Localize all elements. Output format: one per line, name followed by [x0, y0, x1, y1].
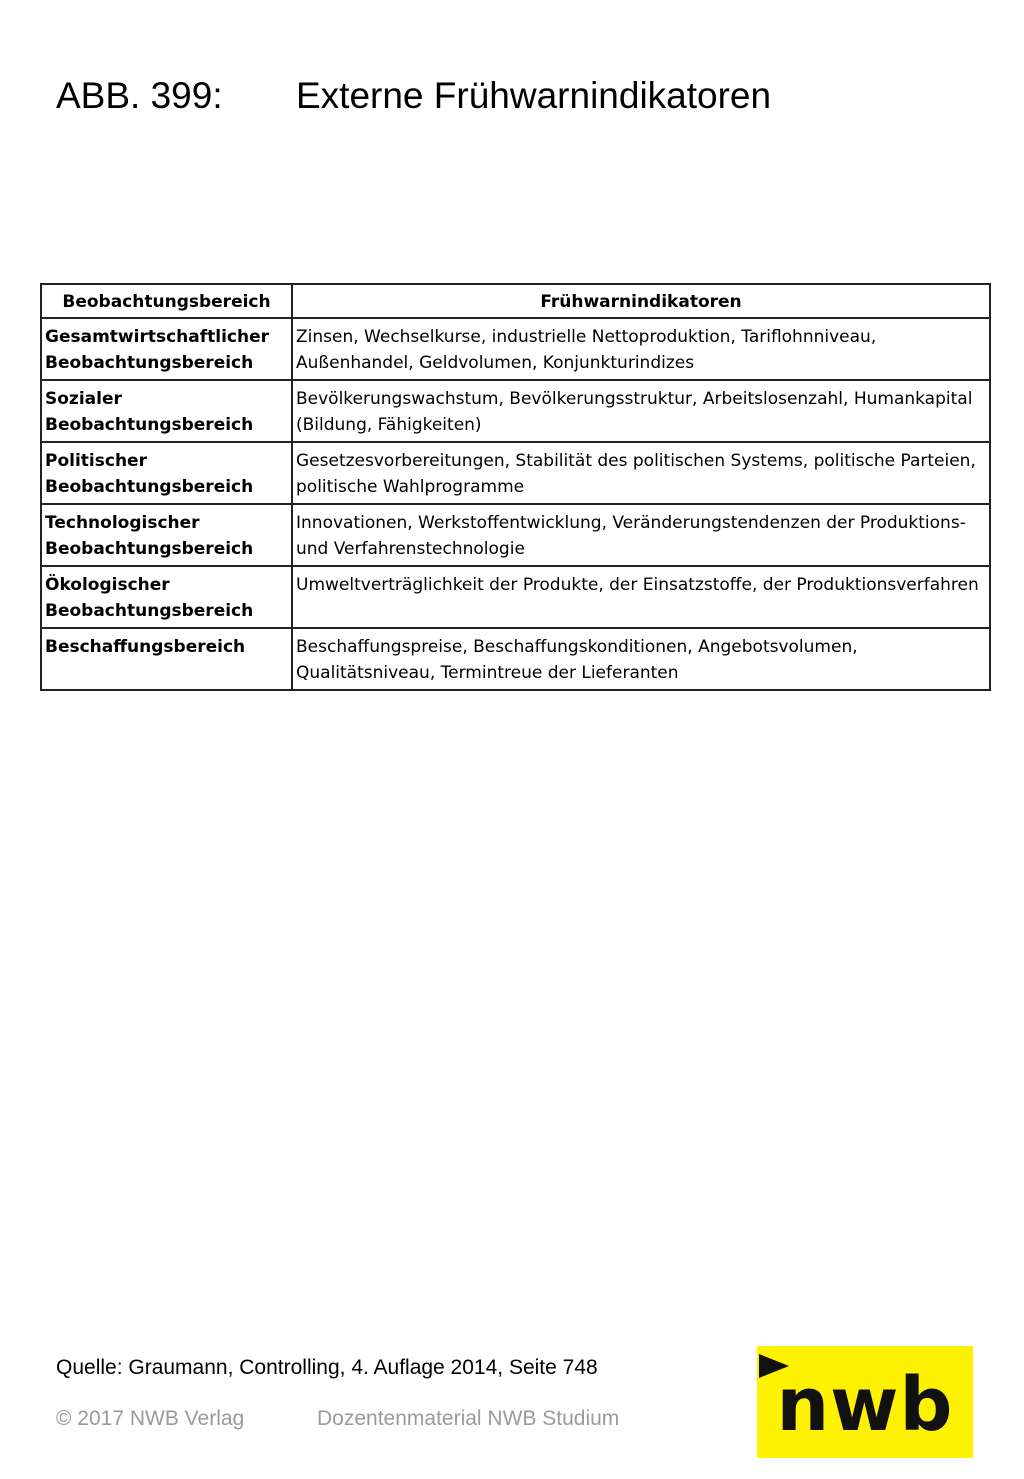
table-row [41, 504, 990, 566]
area-cell: Politischer Beobachtungsbereich [41, 442, 292, 504]
table-row [41, 380, 990, 442]
indicators-cell: Beschaffungspreise, Beschaffungskonditionen, Angebotsvolumen, Qualitätsniveau, Termintreue der Lieferanten [292, 628, 990, 690]
indicators-cell: Gesetzesvorbereitungen, Stabilität des politischen Systems, politische Parteien, politische Wahlprogramme [292, 442, 990, 504]
indicators-cell: Zinsen, Wechselkurse, industrielle Nettoproduktion, Tariflohnniveau, Außenhandel, Geldvolumen, Konjunkturindizes [292, 318, 990, 380]
area-cell: Gesamtwirtschaftlicher Beobachtungsbereich [41, 318, 292, 380]
indicators-cell: Bevölkerungswachstum, Bevölkerungsstruktur, Arbeitslosenzahl, Humankapital (Bildung, Fähigkeiten) [292, 380, 990, 442]
column-header-indicators: Frühwarnindikatoren [292, 284, 990, 318]
copyright-text: © 2017 NWB Verlag [56, 1407, 245, 1430]
table-header-row [41, 284, 990, 318]
indicator-table [40, 283, 991, 691]
area-cell: Ökologischer Beobachtungsbereich [41, 566, 292, 628]
footer [56, 1406, 619, 1432]
indicators-cell: Umweltverträglichkeit der Produkte, der Einsatzstoffe, der Produktionsverfahren [292, 566, 990, 628]
figure-heading: Externe Frühwarnindikatoren [296, 75, 772, 116]
table-row [41, 628, 990, 690]
material-text: Dozentenmaterial NWB Studium [317, 1407, 620, 1430]
indicators-cell: Innovationen, Werkstoffentwicklung, Veränderungstendenzen der Produktions- und Verfahrenstechnologie [292, 504, 990, 566]
table-row [41, 442, 990, 504]
figure-number: ABB. 399: [56, 75, 223, 116]
area-cell: Technologischer Beobachtungsbereich [41, 504, 292, 566]
column-header-area: Beobachtungsbereich [41, 284, 292, 318]
table-row [41, 318, 990, 380]
logo-text: nwb [776, 1362, 954, 1448]
area-cell: Sozialer Beobachtungsbereich [41, 380, 292, 442]
area-cell: Beschaffungsbereich [41, 628, 292, 690]
nwb-logo [757, 1346, 973, 1458]
figure-title [56, 74, 771, 118]
source-citation: Quelle: Graumann, Controlling, 4. Auflage 2014, Seite 748 [56, 1356, 598, 1379]
table-row [41, 566, 990, 628]
